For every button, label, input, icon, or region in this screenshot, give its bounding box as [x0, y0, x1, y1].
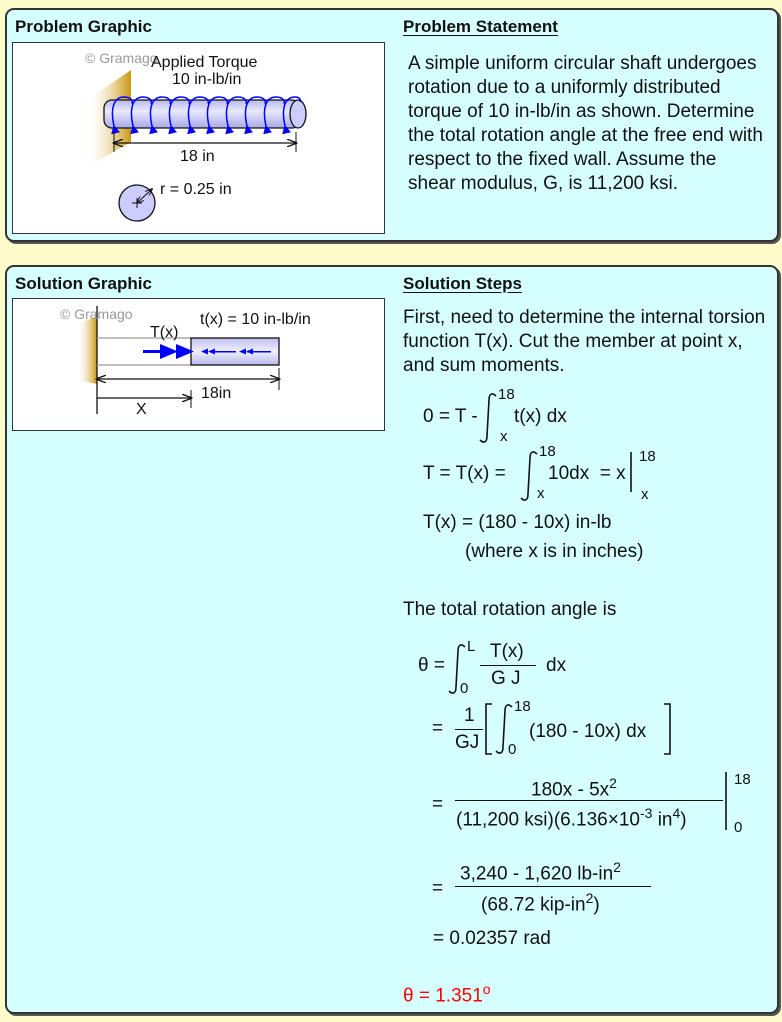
eq2-upper: 18: [539, 443, 556, 460]
eq7-num-a: 3,240 - 1,620 lb-in: [460, 863, 614, 885]
fraction-line: [480, 665, 536, 666]
torque-value: 10 in-lb/in: [172, 71, 242, 88]
torque-label: Applied Torque: [151, 54, 258, 71]
length-label: 18in: [201, 385, 232, 402]
rotation-intro: The total rotation angle is: [403, 599, 617, 620]
eq6-num-exp: 2: [609, 775, 617, 791]
eq6-num: [531, 775, 617, 801]
problem-watermark: © Gramago: [85, 50, 158, 66]
eq6-num-a: 180x - 5x: [531, 779, 610, 801]
length-label: 18 in: [180, 148, 215, 165]
eq1-upper: 18: [498, 386, 515, 403]
eq7-den: [481, 890, 600, 916]
eq5-lower: 0: [508, 741, 517, 758]
eq4-left: θ =: [418, 655, 445, 676]
eq7-den-exp: 2: [585, 890, 594, 906]
eq6-lower: 0: [734, 819, 743, 836]
radius-label: r = 0.25 in: [160, 181, 232, 198]
solution-steps-title: Solution Steps: [403, 274, 522, 293]
eq2-lower: x: [537, 485, 545, 502]
bracket-right: [664, 704, 670, 754]
eq6-den: [456, 805, 687, 831]
fraction-line: [455, 729, 483, 730]
eq6-den-b: in: [652, 809, 673, 831]
eq5-integrand: (180 - 10x) dx: [529, 721, 647, 742]
eq5-upper: 18: [514, 698, 531, 715]
eq6-eq: =: [432, 794, 444, 815]
eq6-den-a: (11,200 ksi)(6.136×10: [456, 809, 640, 831]
eq6-upper: 18: [734, 771, 751, 788]
solution-intro: First, need to determine the internal torsion function T(x). Cut the member at point x, and sum moments.: [403, 307, 766, 376]
fraction-line: [455, 800, 723, 801]
eq5-eq: =: [432, 718, 444, 739]
eq4-upper: L: [467, 638, 476, 655]
eq2-eval-lower: x: [641, 486, 649, 503]
tx-label: t(x) = 10 in-lb/in: [200, 311, 311, 328]
eq7-den-a: (68.72 kip-in: [481, 894, 586, 916]
solution-graphic-title: Solution Graphic: [15, 274, 152, 293]
problem-statement-title: Problem Statement: [403, 17, 558, 36]
eq2-eval-upper: 18: [639, 448, 656, 465]
eq1-lower: x: [500, 428, 508, 445]
eq8: = 0.02357 rad: [433, 928, 551, 949]
eq1-left: 0 = T -: [423, 406, 478, 427]
eq1-integrand: t(x) dx: [514, 406, 567, 427]
eq5-den: GJ: [455, 732, 480, 753]
eq3: T(x) = (180 - 10x) in-lb: [423, 512, 612, 533]
fraction-line: [455, 886, 651, 887]
bracket-left: [486, 704, 492, 754]
eq7-den-b: ): [593, 894, 600, 916]
integral-icon: [480, 394, 496, 442]
problem-graphic-title: Problem Graphic: [15, 17, 152, 36]
eq3-note: (where x is in inches): [465, 541, 644, 562]
answer-degree: o: [482, 981, 491, 997]
Tx-label: T(x): [150, 324, 179, 341]
eq7-num-exp: 2: [613, 859, 621, 875]
solution-watermark: © Gramago: [60, 306, 133, 322]
integral-icon: [521, 452, 537, 500]
eq4-den: G J: [491, 668, 521, 689]
eq2-left: T = T(x) =: [423, 463, 506, 484]
eq5-num: 1: [464, 705, 475, 726]
eq4-lower: 0: [460, 680, 469, 697]
eq7-eq: =: [432, 878, 444, 899]
problem-statement-text: A simple uniform circular shaft undergoes rotation due to a uniformly distributed torque of 10 in-lb/in as shown. Determine the total rotation angle at the free end with respect to the fixed wall. Assume the shear modulus, G, is 11,200 ksi.: [408, 53, 763, 194]
eq2-integrand: 10dx = x: [548, 463, 626, 484]
x-label: X: [136, 401, 147, 418]
eq4-dx: dx: [546, 655, 567, 676]
eq4-num: T(x): [490, 641, 524, 662]
eq7-num: [460, 859, 621, 885]
eq6-den-exp2: 4: [672, 805, 681, 821]
final-answer: [403, 981, 491, 1007]
answer-value: θ = 1.351: [403, 985, 483, 1007]
eq6-den-c: ): [680, 809, 687, 831]
eq6-den-exp1: -3: [639, 805, 653, 821]
